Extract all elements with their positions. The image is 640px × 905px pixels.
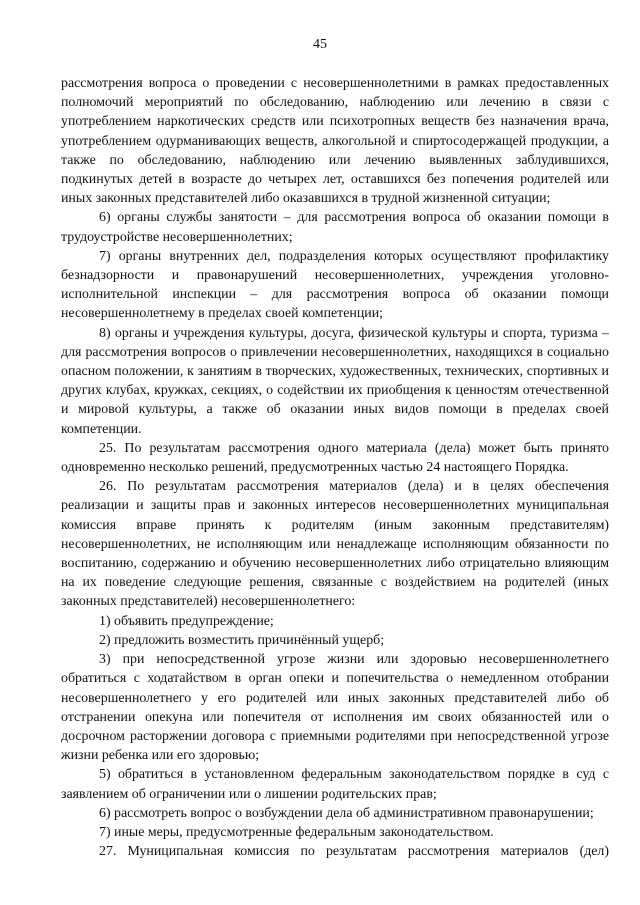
paragraph-continuation: рассмотрения вопроса о проведении с несовершеннолетними в рамках предоставленных полномочий мероприятий по обследованию, наблюдению или лечению в связи с употреблением наркотических средств или психотропных веществ без назначения врача, употреблением одурманивающих веществ, алкогольной и спиртосодержащей продукции, а также по обследованию, наблюдению или лечению выявленных заблудившихся, подкинутых детей в возрасте до четырех лет, оставшихся без попечения родителей или иных законных представителей либо оказавшихся в трудной жизненной ситуации; — [61, 76, 609, 207]
paragraph-section-26: 26. По результатам рассмотрения материалов (дела) и в целях обеспечения реализации и защиты прав и законных интересов несовершеннолетних муниципальная комиссия вправе принять к родителям (иным законным представителям) несовершеннолетних, не исполняющим или ненадлежаще исполняющим обязанности по воспитанию, содержанию и обучению несовершеннолетних либо отрицательно влияющим на их поведение следующие решения, связанные с воздействием на родителей (иных законных представителей) несовершеннолетнего: — [61, 479, 609, 610]
paragraph-measure-2: 2) предложить возместить причинённый ущерб; — [99, 632, 385, 648]
paragraph-section-27: 27. Муниципальная комиссия по результатам рассмотрения материалов (дел) — [99, 844, 609, 860]
paragraph-measure-7: 7) иные меры, предусмотренные федеральным законодательством. — [99, 824, 494, 840]
paragraph-measure-1: 1) объявить предупреждение; — [99, 613, 274, 629]
paragraph-item-7-internal-affairs: 7) органы внутренних дел, подразделения которых осуществляют профилактику безнадзорности и правонарушений несовершеннолетних, учреждения уголовно-исполнительной инспекции – для рассмотрения вопроса об оказании помощи несовершеннолетнему в пределах своей компетенции; — [61, 248, 609, 322]
paragraph-section-25: 25. По результатам рассмотрения одного материала (дела) может быть принято одновременно несколько решений, предусмотренных частью 24 настоящего Порядка. — [61, 440, 609, 476]
paragraph-measure-5: 5) обратиться в установленном федеральным законодательством порядке в суд с заявлением об ограничении или о лишении родительских прав; — [61, 767, 609, 802]
paragraph-item-8-culture: 8) органы и учреждения культуры, досуга, физической культуры и спорта, туризма – для рассмотрения вопросов о привлечении несовершеннолетних, находящихся в социально опасном положении, к занятиям в творческих, художественных, технических, спортивных и других клубах, кружках, секциях, о содействии их приобщения к ценностям отечественной и мировой культуры, а также об оказании иных видов помощи в пределах своей компетенции. — [61, 325, 609, 437]
page-number: 45 — [313, 37, 327, 52]
paragraph-measure-6: 6) рассмотреть вопрос о возбуждении дела об административном правонарушении; — [99, 805, 594, 821]
paragraph-item-6-employment: 6) органы службы занятости – для рассмотрения вопроса об оказании помощи в трудоустройстве несовершеннолетних; — [61, 210, 609, 245]
paragraph-measure-3: 3) при непосредственной угрозе жизни или здоровью несовершеннолетнего обратиться с ходатайством в орган опеки и попечительства о немедленном отобрании несовершеннолетнего у его родителей или иных законных представителей либо об отстранении опекуна или попечителя от исполнения им своих обязанностей или о досрочном расторжении договора с приемными родителями при непосредственной угрозе жизни ребенка или его здоровью; — [61, 652, 609, 764]
document-body — [61, 74, 609, 861]
